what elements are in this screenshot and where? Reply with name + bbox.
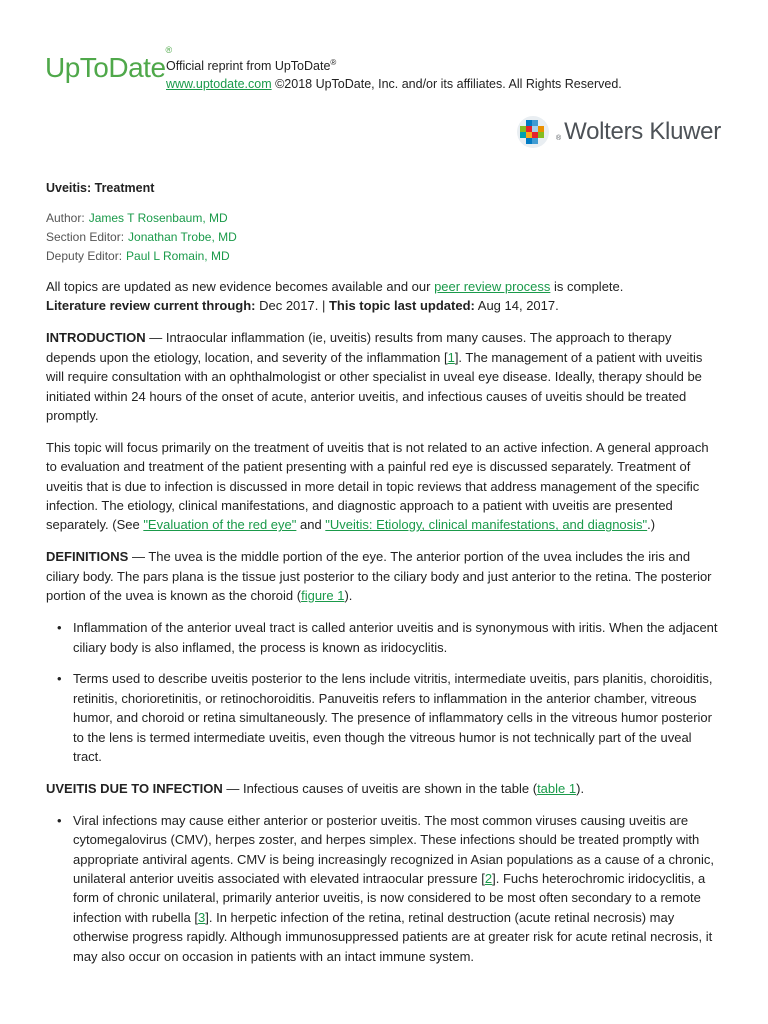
- introduction-heading: INTRODUCTION: [46, 330, 146, 346]
- uptodate-logo: [45, 44, 172, 84]
- status-text-end: is complete.: [550, 279, 624, 294]
- list-item: • Inflammation of the anterior uveal tract is called anterior uveitis and is synonymous with iritis. When the adjacent ciliary body is also inflamed, the process is known as iridocyclitis.: [73, 618, 722, 657]
- infection-text-end: ).: [576, 780, 585, 796]
- logo-text: UpToDate: [45, 52, 166, 83]
- article-title: Uveitis: Treatment: [46, 181, 155, 195]
- heading-dash: —: [128, 549, 149, 565]
- introduction-text-cont: ]. The management of a patient with uveitis will require consultation with an ophthalmologist or other specialist in uveal eye disease. Ideally, therapy should be initiated within 24 hours of the onset of acute, anterior uveitis, and infectious causes of uveitis should be treated promptly.: [46, 349, 703, 423]
- infection-list: [46, 811, 722, 966]
- red-eye-topic-link[interactable]: "Evaluation of the red eye": [143, 517, 297, 533]
- focus-paragraph: [46, 438, 722, 535]
- definitions-heading: DEFINITIONS: [46, 549, 129, 565]
- wolters-kluwer-mark-icon: [516, 115, 550, 149]
- logo-registered-mark: ®: [165, 44, 172, 55]
- viral-infection-text-end: ]. In herpetic infection of the retina, retinal destruction (acute retinal necrosis) may otherwise progress rapidly. Although immunosuppressed patients are at greater risk for acute retinal necrosis, it may also occur on occasion in patients with an intact immune system.: [73, 909, 713, 964]
- definitions-list: [46, 618, 722, 766]
- author-row: [46, 209, 237, 228]
- uptodate-site-link[interactable]: www.uptodate.com: [166, 77, 272, 92]
- deputy-editor-label: Deputy Editor:: [46, 249, 123, 263]
- reprint-notice: [166, 54, 622, 93]
- author-name: James T Rosenbaum, MD: [88, 211, 228, 225]
- reference-link-2[interactable]: 2: [484, 871, 493, 887]
- status-text: All topics are updated as new evidence becomes available and our: [46, 279, 435, 294]
- publisher-registered-mark: ®: [556, 135, 562, 142]
- infection-heading: UVEITIS DUE TO INFECTION: [46, 780, 223, 796]
- section-editor-label: Section Editor:: [46, 230, 125, 244]
- list-item: [73, 811, 722, 966]
- table-1-link[interactable]: table 1: [537, 780, 577, 796]
- update-status: [46, 277, 722, 316]
- focus-and: and: [296, 517, 326, 533]
- reference-link-3[interactable]: 3: [198, 909, 206, 925]
- deputy-editor-row: [46, 247, 237, 266]
- last-updated-value: Aug 14, 2017.: [474, 298, 559, 314]
- deputy-editor-name: Paul L Romain, MD: [126, 249, 230, 263]
- definitions-paragraph: [46, 547, 722, 605]
- author-label: Author:: [46, 211, 85, 225]
- literature-review-value: Dec 2017. |: [255, 298, 329, 314]
- list-item: • Terms used to describe uveitis posterior to the lens include vitritis, intermediate uveitis, pars planitis, choroiditis, retinitis, chorioretinitis, or retinochoroiditis. Panuveitis refers to inflammation in the anterior chamber, vitreous humor, and choroid or retina simultaneously. The presence of inflammatory cells in the vitreous humor posterior to the lens is termed intermediate uveitis, even though the vitreous humor is not technically part of the uveal tract.: [73, 669, 722, 766]
- section-editor-name: Jonathan Trobe, MD: [128, 230, 237, 244]
- focus-end: .): [647, 517, 656, 533]
- section-editor-row: [46, 228, 237, 247]
- wolters-kluwer-logo: [516, 114, 721, 150]
- infection-paragraph: [46, 779, 722, 798]
- copyright-text: ©2018 UpToDate, Inc. and/or its affiliates. All Rights Reserved.: [271, 77, 622, 92]
- peer-review-link[interactable]: peer review process: [434, 279, 551, 294]
- introduction-text: Intraocular inflammation (ie, uveitis) results from many causes. The approach to therapy depends upon the etiology, location, and severity of the inflammation [: [46, 330, 672, 365]
- uveitis-etiology-topic-link[interactable]: "Uveitis: Etiology, clinical manifestations, and diagnosis": [325, 517, 648, 533]
- heading-dash: —: [145, 330, 166, 346]
- focus-text: This topic will focus primarily on the treatment of uveitis that is not related to an active infection. A general approach to evaluation and treatment of the patient presenting with a painful red eye is discussed separately. Treatment of uveitis that is due to infection is discussed in more detail in topic reviews that address management of the specific infection. The etiology, clinical manifestations, and diagnostic approach to a patient with uveitis are presented separately. (See: [46, 439, 709, 533]
- viral-infection-text-cont: ]. Fuchs heterochromic iridocyclitis, a form of chronic unilateral, primarily anterior uveitis, is now considered to be most often secondary to a remote infection with rubella [: [73, 871, 706, 925]
- reprint-registered-mark: ®: [330, 58, 337, 67]
- article-credits: [46, 209, 237, 266]
- infection-text: Infectious causes of uveitis are shown in the table (: [242, 780, 538, 796]
- heading-dash: —: [222, 780, 243, 796]
- article-body: [46, 277, 722, 979]
- figure-1-link[interactable]: figure 1: [301, 588, 345, 604]
- reprint-line: Official reprint from UpToDate: [166, 59, 331, 74]
- introduction-paragraph: [46, 328, 722, 425]
- definitions-text: The uvea is the middle portion of the eye. The anterior portion of the uvea includes the iris and ciliary body. The pars plana is the tissue just posterior to the ciliary body and just anterior to the retina. The posterior portion of the uvea is known as the choroid (: [46, 549, 712, 604]
- literature-review-label: Literature review current through:: [46, 298, 256, 314]
- viral-infection-text: Viral infections may cause either anterior or posterior uveitis. The most common viruses causing uveitis are cytomegalovirus (CMV), herpes zoster, and herpes simplex. These infections should be treated promptly with appropriate antiviral agents. CMV is being increasingly recognized in Asian populations as a cause of a chronic, unilateral anterior uveitis associated with elevated intraocular pressure [: [73, 812, 714, 887]
- reference-link-1[interactable]: 1: [447, 349, 455, 365]
- last-updated-label: This topic last updated:: [328, 298, 475, 314]
- publisher-name: Wolters Kluwer: [564, 118, 721, 145]
- definitions-text-end: ).: [344, 588, 353, 604]
